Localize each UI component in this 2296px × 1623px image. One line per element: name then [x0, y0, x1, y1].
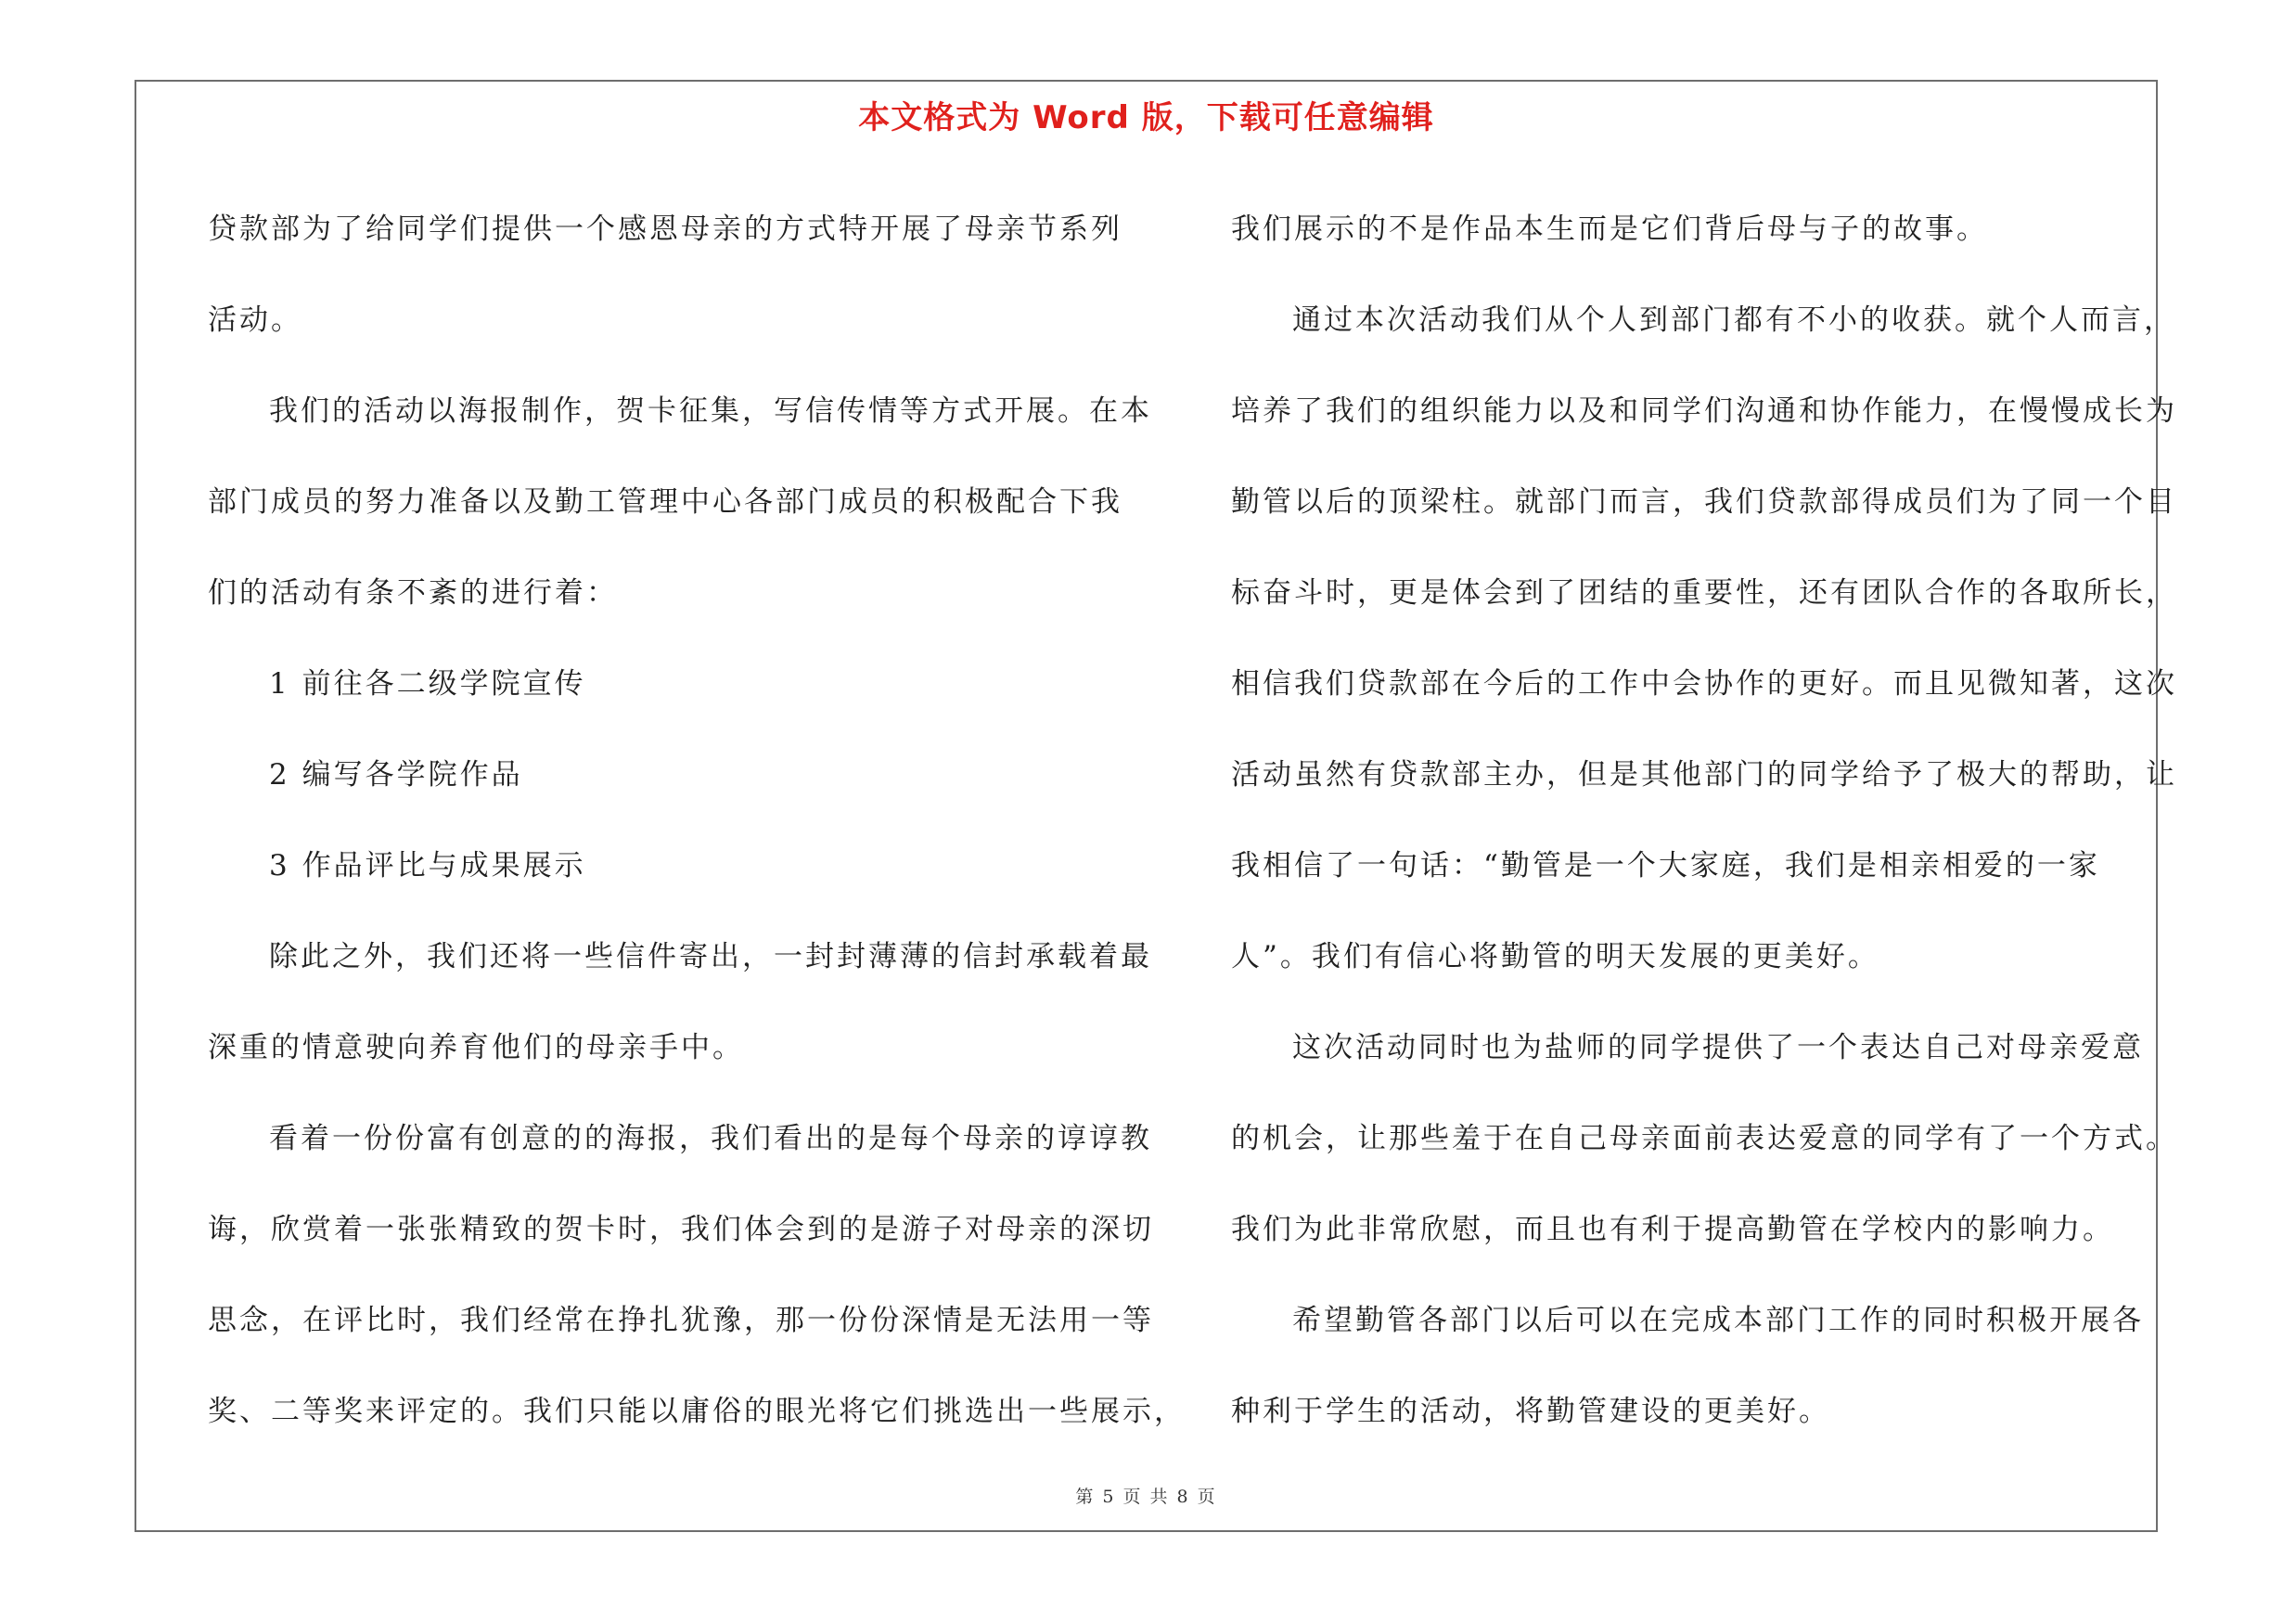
text-line: 相信我们贷款部在今后的工作中会协作的更好。而且见微知著，这次 [1231, 667, 2177, 701]
text-line: 这次活动同时也为盐师的同学提供了一个表达自己对母亲爱意 [1292, 1031, 2144, 1064]
right-column [1231, 184, 2177, 1457]
text-line: 标奋斗时，更是体会到了团结的重要性，还有团队合作的各取所长， [1231, 576, 2177, 610]
left-column [208, 184, 1186, 1457]
text-line: 2 编写各学院作品 [269, 758, 523, 792]
text-line: 活动虽然有贷款部主办，但是其他部门的同学给予了极大的帮助，让 [1231, 758, 2177, 792]
text-line: 奖、二等奖来评定的。我们只能以庸俗的眼光将它们挑选出一些展示， [208, 1395, 1186, 1428]
text-line: 贷款部为了给同学们提供一个感恩母亲的方式特开展了母亲节系列 [208, 213, 1122, 246]
text-line: 种利于学生的活动，将勤管建设的更美好。 [1231, 1395, 1830, 1428]
text-line: 1 前往各二级学院宣传 [269, 667, 586, 701]
text-line: 我们展示的不是作品本生而是它们背后母与子的故事。 [1231, 213, 1988, 246]
text-line: 的机会，让那些羞于在自己母亲面前表达爱意的同学有了一个方式。 [1231, 1122, 2177, 1155]
text-line: 培养了我们的组织能力以及和同学们沟通和协作能力，在慢慢成长为 [1231, 394, 2177, 428]
text-line: 们的活动有条不紊的进行着： [208, 576, 618, 610]
text-line: 思念，在评比时，我们经常在挣扎犹豫，那一份份深情是无法用一等 [208, 1304, 1154, 1337]
format-banner: 本文格式为 Word 版，下载可任意编辑 [858, 99, 1434, 136]
text-line: 我们的活动以海报制作，贺卡征集，写信传情等方式开展。在本 [269, 394, 1152, 428]
text-line: 部门成员的努力准备以及勤工管理中心各部门成员的积极配合下我 [208, 485, 1122, 519]
text-line: 勤管以后的顶梁柱。就部门而言，我们贷款部得成员们为了同一个目 [1231, 485, 2177, 519]
text-line: 希望勤管各部门以后可以在完成本部门工作的同时积极开展各 [1292, 1304, 2144, 1337]
text-line: 通过本次活动我们从个人到部门都有不小的收获。就个人而言， [1292, 303, 2175, 337]
text-line: 除此之外，我们还将一些信件寄出，一封封薄薄的信封承载着最 [269, 940, 1152, 973]
text-line: 3 作品评比与成果展示 [269, 849, 586, 882]
text-line: 我相信了一句话：“勤管是一个大家庭，我们是相亲相爱的一家 [1231, 849, 2100, 882]
text-line: 活动。 [208, 303, 302, 337]
text-line: 看着一份份富有创意的的海报，我们看出的是每个母亲的谆谆教 [269, 1122, 1152, 1155]
page-frame [135, 80, 2177, 1532]
text-line: 我们为此非常欣慰，而且也有利于提高勤管在学校内的影响力。 [1231, 1213, 2114, 1246]
text-line: 深重的情意驶向养育他们的母亲手中。 [208, 1031, 744, 1064]
text-line: 人”。我们有信心将勤管的明天发展的更美好。 [1231, 940, 1879, 973]
page-number: 第 5 页 共 8 页 [1075, 1487, 1217, 1507]
text-line: 诲，欣赏着一张张精致的贺卡时，我们体会到的是游子对母亲的深切 [208, 1213, 1154, 1246]
